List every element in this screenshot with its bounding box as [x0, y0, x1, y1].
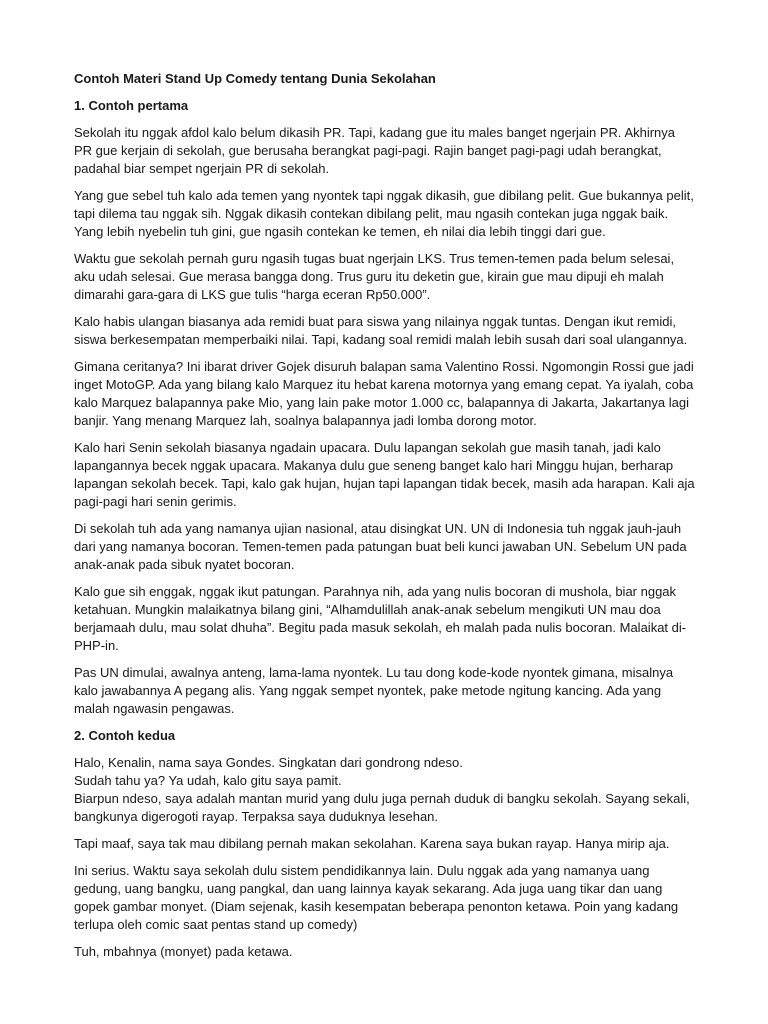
intro-line: Halo, Kenalin, nama saya Gondes. Singkatan dari gondrong ndeso. — [74, 755, 463, 770]
intro-line: Biarpun ndeso, saya adalah mantan murid yang dulu juga pernah duduk di bangku sekolah. Sayang sekali, bangkunya digerogoti rayap. Terpaksa saya duduknya lesehan. — [74, 791, 690, 824]
paragraph: Tapi maaf, saya tak mau dibilang pernah makan sekolahan. Karena saya bukan rayap. Hanya mirip aja. — [74, 836, 670, 851]
paragraph: Gimana ceritanya? Ini ibarat driver Gojek disuruh balapan sama Valentino Rossi. Ngomongin Rossi gue jadi inget MotoGP. Ada yang bilang kalo Marquez itu hebat karena motornya yang emang cepat. Ya iyalah, coba kalo Marquez balapannya pake Mio, yang lain pake motor 1.000 cc, balapannya di Jakarta, Jakartanya lagi banjir. Yang menang Marquez lah, soalnya balapannya jadi lomba dorong motor. — [74, 359, 694, 428]
intro-paragraph — [74, 754, 696, 826]
paragraph: Sekolah itu nggak afdol kalo belum dikasih PR. Tapi, kadang gue itu males banget ngerjain PR. Akhirnya PR gue kerjain di sekolah, gue berusaha berangkat pagi-pagi. Rajin banget pagi-pagi udah berangkat, padahal biar sempet ngerjain PR di sekolah. — [74, 125, 676, 176]
document-title: Contoh Materi Stand Up Comedy tentang Dunia Sekolahan — [74, 71, 436, 86]
section-heading-1: 1. Contoh pertama — [74, 98, 189, 113]
paragraph: Ini serius. Waktu saya sekolah dulu sistem pendidikannya lain. Dulu nggak ada yang namanya uang gedung, uang bangku, uang pangkal, dan uang lainnya kayak sekarang. Ada juga uang tikar dan uang gopek gambar monyet. (Diam sejenak, kasih kesempatan beberapa penonton ketawa. Poin yang kadang terlupa oleh comic saat pentas stand up comedy) — [74, 863, 679, 932]
paragraph: Pas UN dimulai, awalnya anteng, lama-lama nyontek. Lu tau dong kode-kode nyontek gimana, misalnya kalo jawabannya A pegang alis. Yang nggak sempet nyontek, pake metode ngitung kancing. Ada yang malah ngawasin pengawas. — [74, 665, 674, 716]
paragraph: Kalo habis ulangan biasanya ada remidi buat para siswa yang nilainya nggak tuntas. Dengan ikut remidi, siswa berkesempatan memperbaiki nilai. Tapi, kadang soal remidi malah lebih susah dari soal ulangannya. — [74, 314, 688, 347]
paragraph: Kalo gue sih enggak, nggak ikut patungan. Parahnya nih, ada yang nulis bocoran di mushola, biar nggak ketahuan. Mungkin malaikatnya bilang gini, “Alhamdulillah anak-anak sebelum mengikuti UN mau doa berjamaah dulu, mau solat dhuha”. Begitu pada masuk sekolah, eh malah pada nulis bocoran. Malaikat di-PHP-in. — [74, 584, 687, 653]
section-heading-2: 2. Contoh kedua — [74, 728, 176, 743]
paragraph: Di sekolah tuh ada yang namanya ujian nasional, atau disingkat UN. UN di Indonesia tuh nggak jauh-jauh dari yang namanya bocoran. Temen-temen pada patungan buat beli kunci jawaban UN. Sebelum UN pada anak-anak pada sibuk nyatet bocoran. — [74, 521, 687, 572]
intro-line: Sudah tahu ya? Ya udah, kalo gitu saya pamit. — [74, 773, 342, 788]
paragraph: Waktu gue sekolah pernah guru ngasih tugas buat ngerjain LKS. Trus temen-temen pada belum selesai, aku udah selesai. Gue merasa bangga dong. Trus guru itu deketin gue, kirain gue mau dipuji eh malah dimarahi gara-gara di LKS gue tulis “harga eceran Rp50.000”. — [74, 251, 675, 302]
paragraph: Yang gue sebel tuh kalo ada temen yang nyontek tapi nggak dikasih, gue dibilang pelit. Gue bukannya pelit, tapi dilema tau nggak sih. Nggak dikasih contekan dibilang pelit, mau ngasih contekan juga nggak baik. Yang lebih nyebelin tuh gini, gue ngasih contekan ke temen, eh nilai dia lebih tinggi dari gue. — [74, 188, 694, 239]
paragraph: Tuh, mbahnya (monyet) pada ketawa. — [74, 944, 293, 959]
paragraph: Kalo hari Senin sekolah biasanya ngadain upacara. Dulu lapangan sekolah gue masih tanah, jadi kalo lapangannya becek nggak upacara. Makanya dulu gue seneng banget kalo hari Minggu hujan, berharap lapangan sekolah becek. Tapi, kalo gak hujan, hujan tapi lapangan tidak becek, masih ada harapan. Kali aja pagi-pagi hari senin gerimis. — [74, 440, 695, 509]
